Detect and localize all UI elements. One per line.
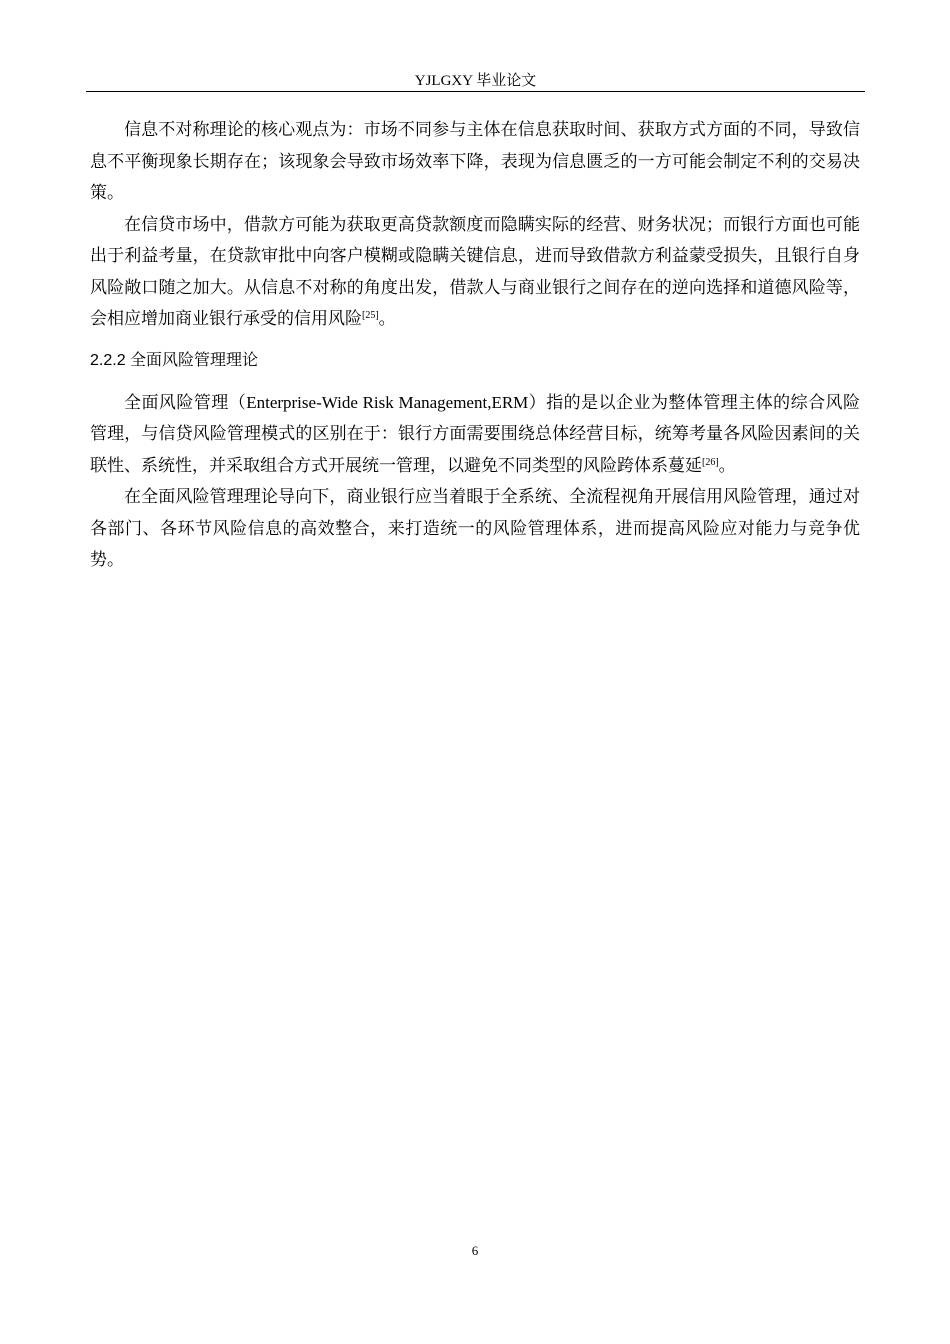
page-number: 6 (471, 1243, 479, 1258)
paragraph-text: 信息不对称理论的核心观点为：市场不同参与主体在信息获取时间、获取方式方面的不同，导致信息不平衡现象长期存在；该现象会导致市场效率下降，表现为信息匮乏的一方可能会制定不利的交易决策。 (90, 120, 860, 202)
paragraph (90, 209, 860, 335)
paragraph (90, 481, 860, 576)
paragraph-end: 。 (718, 455, 736, 475)
paragraph-text: 在信贷市场中，借款方可能为获取更高贷款额度而隐瞒实际的经营、财务状况；而银行方面也可能出于利益考量，在贷款审批中向客户模糊或隐瞒关键信息，进而导致借款方利益蒙受损失，且银行自身风险敞口随之加大。从信息不对称的角度出发，借款人与商业银行之间存在的逆向选择和道德风险等，会相应增加商业银行承受的信用风险 (90, 214, 860, 328)
section-heading: 2.2.2 全面风险管理理论 (90, 351, 259, 369)
citation-mark: [26] (702, 456, 719, 468)
document-body (90, 114, 860, 576)
header-divider (86, 91, 865, 92)
paragraph-text: 全面风险管理（Enterprise-Wide Risk Management,ERM）指的是以企业为整体管理主体的综合风险管理，与信贷风险管理模式的区别在于：银行方面需要围绕总体经营目标，统筹考量各风险因素间的关联性、系统性，并采取组合方式开展统一管理，以避免不同类型的风险跨体系蔓延 (90, 392, 860, 475)
citation-mark: [25] (362, 310, 379, 321)
page-header (86, 72, 865, 91)
paragraph-text: 在全面风险管理理论导向下，商业银行应当着眼于全系统、全流程视角开展信用风险管理，通过对各部门、各环节风险信息的高效整合，来打造统一的风险管理体系，进而提高风险应对能力与竞争优势。 (90, 487, 860, 569)
paragraph (90, 114, 860, 209)
header-title: YJLGXY 毕业论文 (414, 73, 537, 89)
paragraph (90, 387, 860, 482)
paragraph-end: 。 (378, 309, 396, 328)
